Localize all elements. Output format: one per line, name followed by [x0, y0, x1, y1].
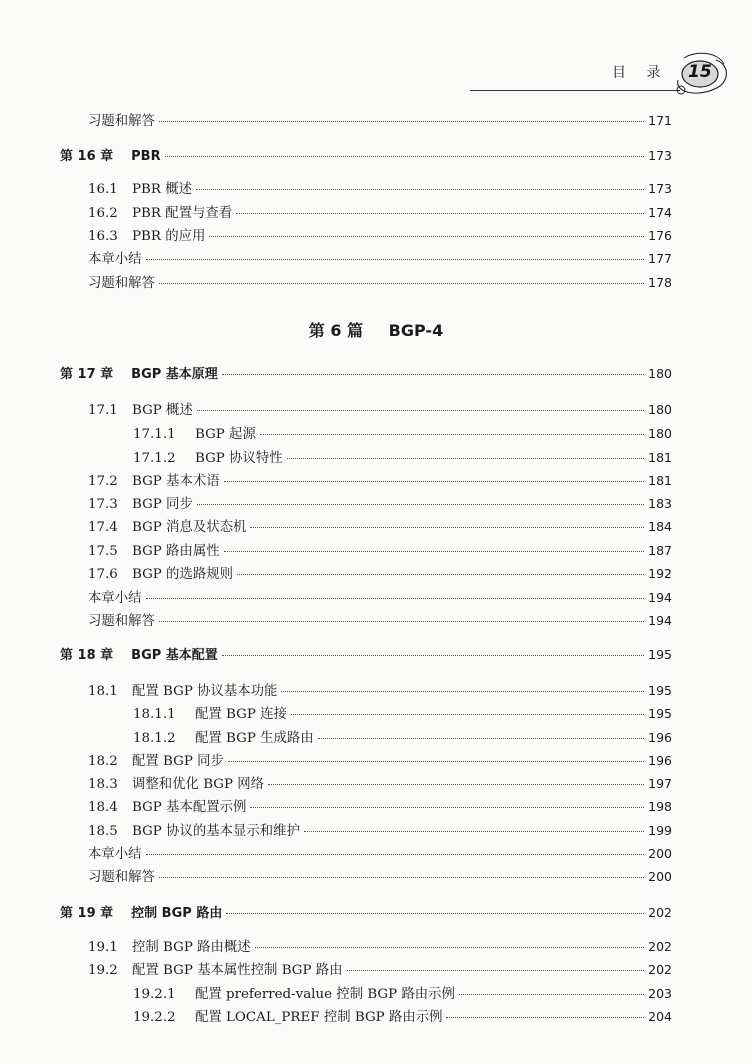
entry-page: 202 — [648, 939, 672, 954]
toc-entry — [88, 248, 672, 267]
toc-entry — [88, 959, 672, 978]
toc-entry — [88, 540, 672, 559]
entry-number: 17.5 — [88, 544, 118, 559]
chapter-entry — [60, 363, 672, 382]
entry-title: 习题和解答 — [88, 114, 155, 129]
dot-leader — [255, 947, 644, 948]
dot-leader — [291, 714, 644, 715]
entry-title: BGP 基本配置示例 — [132, 800, 247, 815]
dot-leader — [226, 913, 644, 914]
entry-title: 本章小结 — [88, 591, 142, 606]
entry-page: 173 — [648, 181, 672, 196]
toc-entry — [88, 750, 672, 769]
entry-title: BGP 起源 — [195, 427, 256, 442]
entry-title: 控制 BGP 路由概述 — [132, 940, 251, 955]
entry-page: 181 — [648, 473, 672, 488]
entry-title: BGP 基本术语 — [132, 474, 220, 489]
toc-entry — [88, 110, 672, 129]
entry-number: 17.6 — [88, 567, 118, 582]
entry-page: 192 — [648, 566, 672, 581]
dot-leader — [260, 434, 644, 435]
dot-leader — [347, 970, 645, 971]
entry-title: PBR — [131, 149, 161, 164]
toc-entry — [88, 936, 672, 955]
entry-number: 17.1 — [88, 403, 118, 418]
entry-page: 195 — [648, 683, 672, 698]
entry-page: 171 — [648, 113, 672, 128]
entry-page: 199 — [648, 823, 672, 838]
entry-page: 196 — [648, 753, 672, 768]
entry-page: 198 — [648, 799, 672, 814]
toc-entry — [88, 470, 672, 489]
dot-leader — [165, 156, 645, 157]
dot-leader — [209, 236, 644, 237]
entry-title: 配置 BGP 连接 — [195, 707, 287, 722]
entry-number: 18.5 — [88, 824, 118, 839]
entry-title: BGP 基本配置 — [131, 648, 218, 663]
toc-entry — [88, 820, 672, 839]
entry-page: 203 — [648, 986, 672, 1001]
entry-title: 本章小结 — [88, 252, 142, 267]
dot-leader — [237, 574, 644, 575]
entry-page: 194 — [648, 613, 672, 628]
entry-page: 180 — [648, 366, 672, 381]
entry-page: 183 — [648, 496, 672, 511]
entry-page: 202 — [648, 905, 672, 920]
entry-number: 17.4 — [88, 520, 118, 535]
entry-page: 197 — [648, 776, 672, 791]
entry-number: 第 17 章 — [60, 367, 114, 382]
entry-page: 194 — [648, 590, 672, 605]
entry-title: BGP 的选路规则 — [132, 567, 234, 582]
toc-entry — [133, 1006, 672, 1025]
dot-leader — [446, 1017, 644, 1018]
toc-entry — [88, 843, 672, 862]
entry-number: 第 16 章 — [60, 149, 114, 164]
header-title: 目 录 — [612, 65, 669, 81]
entry-number: 17.1.2 — [133, 451, 176, 466]
entry-number: 19.2.2 — [133, 1010, 176, 1025]
page-number-badge — [672, 50, 732, 100]
entry-title: 配置 preferred-value 控制 BGP 路由示例 — [195, 987, 455, 1002]
toc-entry — [88, 587, 672, 606]
dot-leader — [197, 410, 644, 411]
toc-entry — [88, 399, 672, 418]
entry-page: 180 — [648, 426, 672, 441]
dot-leader — [281, 691, 644, 692]
header-rule — [470, 90, 680, 91]
page-number: 15 — [688, 62, 712, 82]
toc-entry — [88, 202, 672, 221]
dot-leader — [222, 655, 644, 656]
chapter-entry — [60, 902, 672, 921]
toc-entry — [133, 423, 672, 442]
toc-entry — [88, 866, 672, 885]
part-heading — [0, 318, 752, 341]
entry-title: 调整和优化 BGP 网络 — [132, 777, 265, 792]
entry-number: 18.1.2 — [133, 731, 176, 746]
toc-entry — [88, 493, 672, 512]
entry-title: BGP 消息及状态机 — [132, 520, 247, 535]
dot-leader — [228, 761, 644, 762]
entry-page: 187 — [648, 543, 672, 558]
entry-page: 204 — [648, 1009, 672, 1024]
entry-title: 习题和解答 — [88, 276, 155, 291]
toc-entry — [88, 225, 672, 244]
entry-page: 200 — [648, 869, 672, 884]
dot-leader — [459, 994, 644, 995]
entry-title: PBR 配置与查看 — [132, 206, 233, 221]
dot-leader — [196, 189, 644, 190]
dot-leader — [318, 738, 644, 739]
entry-title: 配置 BGP 生成路由 — [195, 731, 314, 746]
chapter-entry — [60, 145, 672, 164]
entry-title: BGP 基本原理 — [131, 367, 218, 382]
entry-title: BGP 路由属性 — [132, 544, 220, 559]
dot-leader — [146, 854, 645, 855]
entry-title: BGP 协议特性 — [195, 451, 283, 466]
dot-leader — [268, 784, 644, 785]
entry-page: 180 — [648, 402, 672, 417]
entry-title: 配置 LOCAL_PREF 控制 BGP 路由示例 — [195, 1010, 443, 1025]
entry-title: 控制 BGP 路由 — [131, 906, 223, 921]
entry-number: 18.4 — [88, 800, 118, 815]
entry-number: 16.1 — [88, 182, 118, 197]
entry-number: 第 19 章 — [60, 906, 114, 921]
dot-leader — [159, 283, 644, 284]
toc-entry — [88, 610, 672, 629]
entry-number: 19.2 — [88, 963, 118, 978]
entry-page: 176 — [648, 228, 672, 243]
toc-entry — [133, 727, 672, 746]
toc-entry — [133, 703, 672, 722]
entry-title: BGP 协议的基本显示和维护 — [132, 824, 300, 839]
page-header — [0, 0, 752, 110]
dot-leader — [197, 504, 644, 505]
dot-leader — [159, 877, 644, 878]
dot-leader — [224, 551, 645, 552]
dot-leader — [304, 831, 644, 832]
entry-page: 195 — [648, 647, 672, 662]
entry-number: 16.3 — [88, 229, 118, 244]
entry-title: 习题和解答 — [88, 614, 155, 629]
dot-leader — [146, 259, 645, 260]
entry-page: 196 — [648, 730, 672, 745]
entry-number: 17.2 — [88, 474, 118, 489]
entry-number: 17.3 — [88, 497, 118, 512]
entry-page: 173 — [648, 148, 672, 163]
dot-leader — [250, 807, 644, 808]
entry-title: BGP 概述 — [132, 403, 193, 418]
entry-number: 18.1.1 — [133, 707, 176, 722]
entry-title: 配置 BGP 同步 — [132, 754, 224, 769]
entry-number: 19.2.1 — [133, 987, 176, 1002]
toc-entry — [88, 272, 672, 291]
dot-leader — [287, 458, 645, 459]
entry-number: 18.3 — [88, 777, 118, 792]
dot-leader — [236, 213, 644, 214]
entry-title: PBR 概述 — [132, 182, 192, 197]
entry-number: 第 18 章 — [60, 648, 114, 663]
toc-entry — [88, 796, 672, 815]
entry-number: 18.1 — [88, 684, 118, 699]
toc-entry — [133, 983, 672, 1002]
entry-page: 174 — [648, 205, 672, 220]
entry-number: 18.2 — [88, 754, 118, 769]
entry-page: 184 — [648, 519, 672, 534]
part-label: 第 6 篇 — [308, 321, 364, 340]
entry-number: 19.1 — [88, 940, 118, 955]
toc-entry — [88, 178, 672, 197]
entry-number: 16.2 — [88, 206, 118, 221]
entry-title: 配置 BGP 协议基本功能 — [132, 684, 278, 699]
dot-leader — [224, 481, 645, 482]
entry-page: 178 — [648, 275, 672, 290]
chapter-entry — [60, 644, 672, 663]
entry-title: 习题和解答 — [88, 870, 155, 885]
part-title: BGP-4 — [388, 321, 444, 340]
entry-title: 配置 BGP 基本属性控制 BGP 路由 — [132, 963, 343, 978]
toc-entry — [88, 516, 672, 535]
entry-title: 本章小结 — [88, 847, 142, 862]
dot-leader — [222, 374, 644, 375]
dot-leader — [159, 121, 644, 122]
entry-title: BGP 同步 — [132, 497, 193, 512]
entry-page: 177 — [648, 251, 672, 266]
entry-page: 200 — [648, 846, 672, 861]
toc-entry — [88, 680, 672, 699]
entry-page: 202 — [648, 962, 672, 977]
dot-leader — [250, 527, 644, 528]
entry-number: 17.1.1 — [133, 427, 176, 442]
entry-page: 195 — [648, 706, 672, 721]
entry-title: PBR 的应用 — [132, 229, 206, 244]
toc-entry — [88, 773, 672, 792]
dot-leader — [159, 621, 644, 622]
toc-entry — [133, 447, 672, 466]
dot-leader — [146, 598, 645, 599]
toc-entry — [88, 563, 672, 582]
entry-page: 181 — [648, 450, 672, 465]
